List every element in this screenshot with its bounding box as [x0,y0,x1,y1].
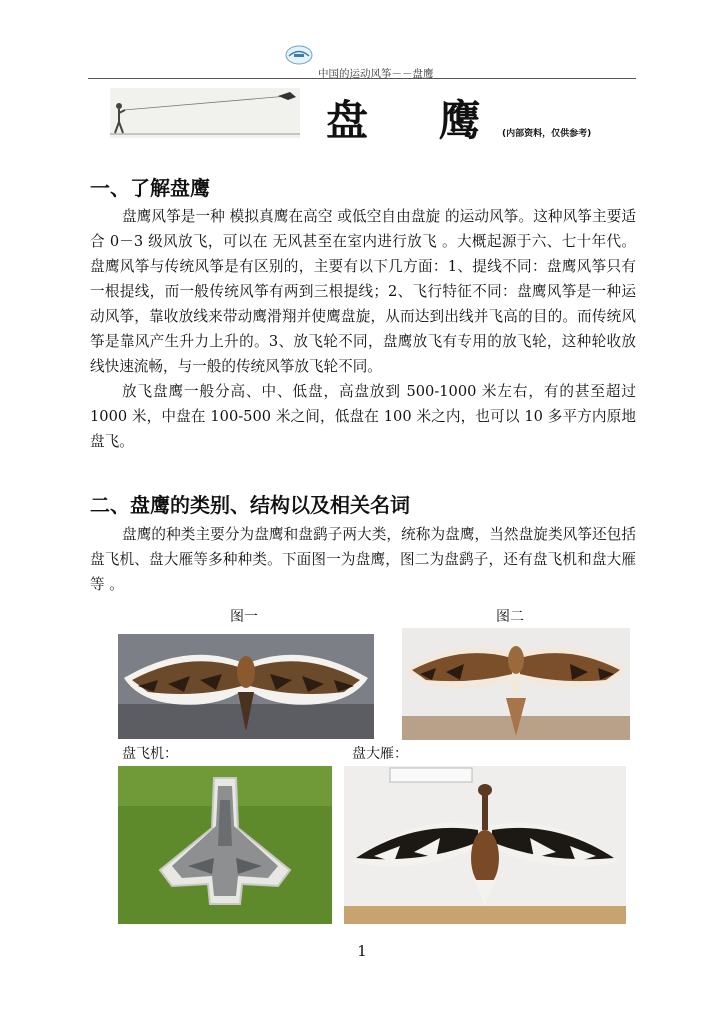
page-number: 1 [357,942,367,960]
section-2-body [90,522,636,597]
plane-kite-label: 盘飞机： [122,746,178,762]
section-heading-2: 二、盘鹰的类别、结构以及相关名词 [90,493,410,517]
title-note: (内部资料，仅供参考) [502,129,592,139]
running-header: 中国的运动风筝－－盘鹰 [318,68,434,80]
eagle-kite-photo [118,634,374,739]
paragraph: 盘鹰风筝是一种 模拟真鹰在高空 或低空自由盘旋 的运动风筝。这种风筝主要适合 0－3 级风放飞，可以在 无风甚至在室内进行放飞 。大概起源于六、七十年代。 盘鹰风筝与传统风筝是有区别的，主要有以下几方面：1、提线不同：盘鹰风筝只有一根提线，而一般传统风筝有两到三根提线；2、飞行特征不同：盘鹰风筝是一种运动风筝，靠收放线来带动鹰滑翔并使鹰盘旋，从而达到出线并飞高的目的。而传统风筝是靠风产生升力上升的。3、放飞轮不同，盘鹰放飞有专用的放飞轮，这种轮收放线快速流畅，与一般的传统风筝放飞轮不同。 [90,208,636,375]
figure-1-label: 图一 [230,609,258,625]
goose-kite-label: 盘大雁： [352,746,408,762]
section-1-body [90,204,636,454]
page-title: 盘 鹰 [326,96,509,145]
goose-kite-photo [344,766,626,924]
paragraph: 放飞盘鹰一般分高、中、低盘，高盘放到 500-1000 米左右，有的甚至超过 1000 米，中盘在 100-500 米之间，低盘在 100 米之内，也可以 10 多平方内原地盘飞。 [90,383,636,450]
kite-flyer-illustration [110,88,300,138]
figure-2-label: 图二 [496,609,524,625]
plane-kite-photo [118,766,332,924]
site-logo [285,44,313,66]
section-heading-1: 一、了解盘鹰 [90,176,210,200]
header-rule [88,78,636,79]
paragraph: 盘鹰的种类主要分为盘鹰和盘鹞子两大类，统称为盘鹰，当然盘旋类风筝还包括盘飞机、盘大雁等多种种类。下面图一为盘鹰，图二为盘鹞子，还有盘飞机和盘大雁等 。 [90,526,636,593]
harrier-kite-photo [402,628,630,740]
